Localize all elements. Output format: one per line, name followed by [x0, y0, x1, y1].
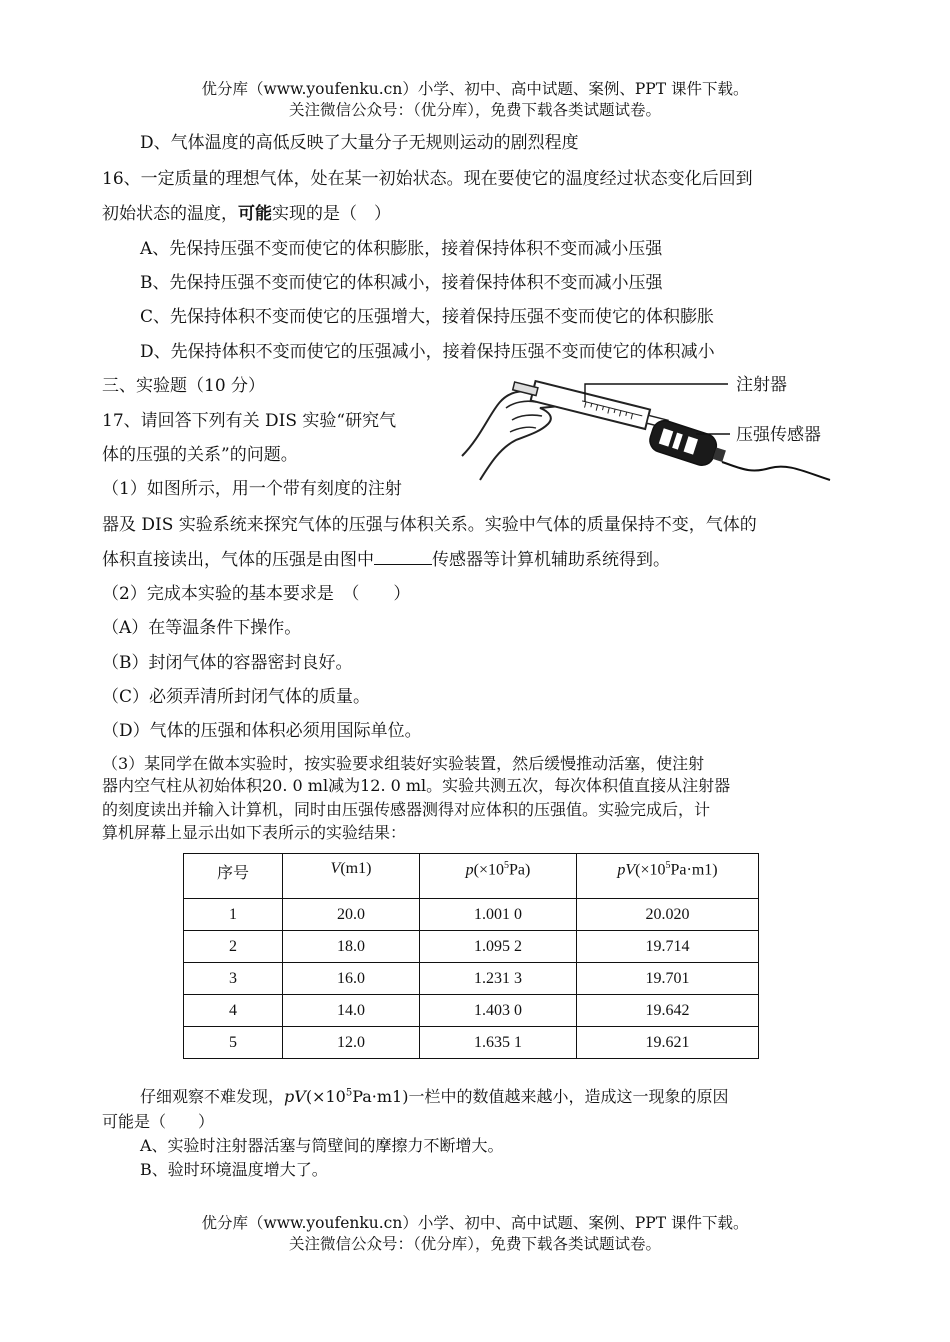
cell-volume: 12.0	[283, 1027, 420, 1059]
q17-part3-line-3: 的刻度读出并输入计算机，同时由压强传感器测得对应体积的压强值。实验完成后，计	[102, 800, 711, 819]
q16-stem-text: 初始状态的温度，	[102, 204, 238, 224]
cell-index: 2	[184, 931, 283, 963]
q17-part3-line-1: （3）某同学在做本实验时，按实验要求组装好实验装置，然后缓慢推动活塞，使注射	[102, 754, 705, 773]
table-row	[184, 963, 759, 995]
q16-stem-line-1: 16、一定质量的理想气体，处在某一初始状态。现在要使它的温度经过状态变化后回到	[102, 169, 753, 189]
header-line-1: 优分库（www.youfenku.cn）小学、初中、高中试题、案例、PPT 课件下载。	[201, 80, 749, 98]
q17-part2-option-d: （D）气体的压强和体积必须用国际单位。	[102, 721, 422, 741]
cell-volume: 14.0	[283, 995, 420, 1027]
q17-part2-option-c: （C）必须弄清所封闭气体的质量。	[102, 687, 371, 707]
table-header-row	[184, 854, 759, 899]
q17-part3-line-4: 算机屏幕上显示出如下表所示的实验结果：	[102, 823, 407, 842]
sensor-cable-icon	[722, 462, 830, 480]
results-table	[183, 853, 759, 1059]
q17-part1-line-3	[102, 545, 670, 570]
cell-volume: 20.0	[283, 899, 420, 931]
table-row	[184, 1027, 759, 1059]
header-pressure: $p(\times 10^5Pa)$	[420, 854, 577, 899]
q17-part3-followup-line-1: 仔细观察不难发现，$pV(\times 10^5Pa\cdot m1)$一栏中的数值越来越小，造成这一现象的原因	[140, 1087, 729, 1106]
cell-pv: 19.621	[577, 1027, 759, 1059]
q16-option-b: B、先保持压强不变而使它的体积减小，接着保持体积不变而减小压强	[140, 273, 663, 293]
q17-part1-text: 体积直接读出，气体的压强是由图中	[102, 550, 374, 570]
q17-part2-option-a: （A）在等温条件下操作。	[102, 618, 302, 638]
cell-index: 1	[184, 899, 283, 931]
q17-part3-followup-line-2: 可能是（ ）	[102, 1112, 215, 1131]
cell-pressure: 1.635 1	[420, 1027, 577, 1059]
cell-pressure: 1.231 3	[420, 963, 577, 995]
table-row	[184, 931, 759, 963]
cell-volume: 16.0	[283, 963, 420, 995]
q17-line-2: 体的压强的关系”的问题。	[102, 445, 298, 465]
answer-blank[interactable]	[374, 550, 432, 565]
q17-part2-stem: （2）完成本实验的基本要求是 （ ）	[102, 584, 411, 604]
q15-option-d: D、气体温度的高低反映了大量分子无规则运动的剧烈程度	[140, 133, 579, 153]
q17-part2-option-b: （B）封闭气体的容器密封良好。	[102, 653, 353, 673]
q17-part1-line-2: 器及 DIS 实验系统来探究气体的压强与体积关系。实验中气体的质量保持不变，气体的	[102, 515, 757, 535]
syringe-sensor-figure	[460, 368, 850, 486]
header-volume: V(m1)	[283, 854, 420, 899]
cell-pv: 19.642	[577, 995, 759, 1027]
header-line-2: 关注微信公众号：（优分库），免费下载各类试题试卷。	[288, 101, 661, 119]
cell-pv: 19.714	[577, 931, 759, 963]
q16-stem-line-2	[102, 199, 391, 224]
cell-index: 3	[184, 963, 283, 995]
q16-stem-answer-slot: 实现的是（ ）	[272, 204, 391, 224]
cell-volume: 18.0	[283, 931, 420, 963]
q17-part1-line-1: （1）如图所示，用一个带有刻度的注射	[102, 479, 402, 499]
header-index: 序号	[184, 854, 283, 899]
header-pv: $pV(\times 10^5Pa\cdot m1)$	[577, 854, 759, 899]
q17-part3-option-b: B、验时环境温度增大了。	[140, 1160, 328, 1179]
label-syringe: 注射器	[736, 375, 787, 395]
cell-index: 4	[184, 995, 283, 1027]
cell-pv: 20.020	[577, 899, 759, 931]
q16-option-d: D、先保持体积不变而使它的压强减小，接着保持压强不变而使它的体积减小	[140, 342, 715, 362]
cell-index: 5	[184, 1027, 283, 1059]
q17-part3-line-2: 器内空气柱从初始体积20. 0 ml减为12. 0 ml。实验共测五次，每次体积值直接从注射器	[102, 776, 731, 795]
table-row	[184, 995, 759, 1027]
q16-option-a: A、先保持压强不变而使它的体积膨胀，接着保持体积不变而减小压强	[140, 239, 663, 259]
q16-option-c: C、先保持体积不变而使它的压强增大，接着保持压强不变而使它的体积膨胀	[140, 307, 715, 327]
q16-emphasis: 可能	[238, 204, 272, 224]
cell-pressure: 1.001 0	[420, 899, 577, 931]
cell-pv: 19.701	[577, 963, 759, 995]
table-row	[184, 899, 759, 931]
footer-line-1: 优分库（www.youfenku.cn）小学、初中、高中试题、案例、PPT 课件下载。	[201, 1214, 749, 1232]
label-pressure-sensor: 压强传感器	[736, 425, 821, 445]
cell-pressure: 1.095 2	[420, 931, 577, 963]
q17-part3-option-a: A、实验时注射器活塞与筒壁间的摩擦力不断增大。	[140, 1136, 504, 1155]
pressure-sensor-icon	[647, 418, 729, 472]
cell-pressure: 1.403 0	[420, 995, 577, 1027]
section-3-title: 三、实验题（10 分）	[102, 376, 266, 396]
q17-part1-text-end: 传感器等计算机辅助系统得到。	[432, 550, 670, 570]
footer-line-2: 关注微信公众号：（优分库），免费下载各类试题试卷。	[288, 1235, 661, 1253]
q17-line-1: 17、请回答下列有关 DIS 实验“研究气	[102, 411, 397, 431]
